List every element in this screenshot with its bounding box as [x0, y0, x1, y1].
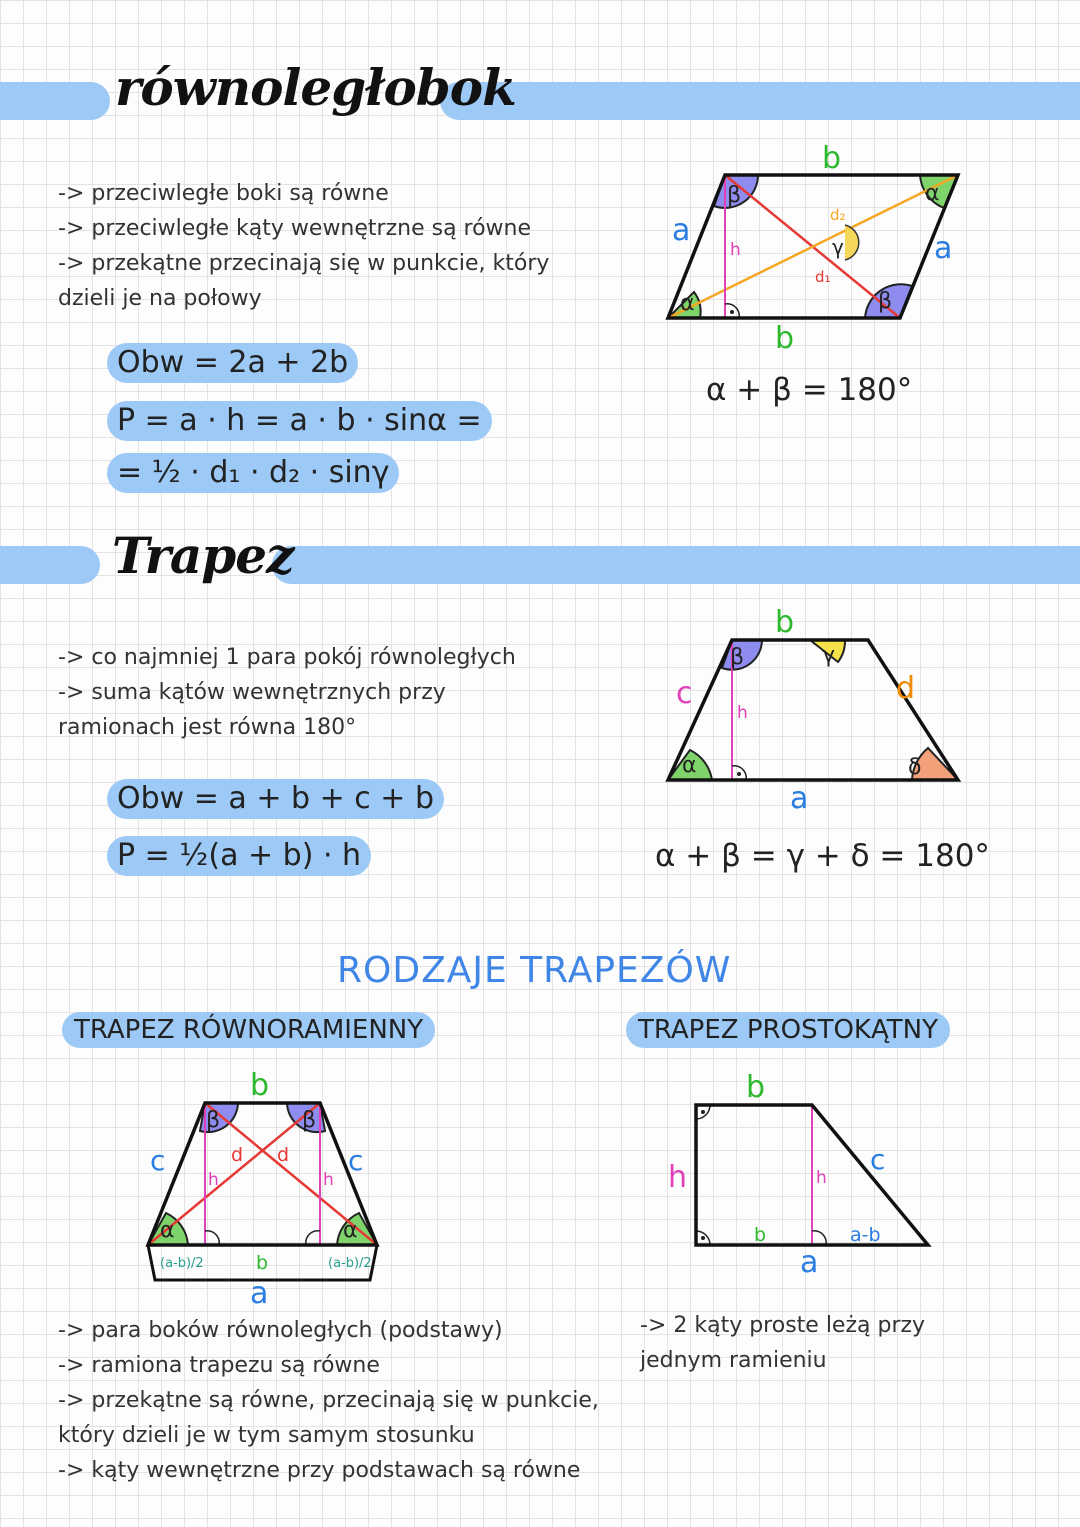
trapezoid-perimeter-formula: Obw = a + b + c + b	[107, 779, 444, 819]
diagonal-d2	[668, 175, 958, 318]
label-c: c	[870, 1143, 886, 1176]
label-gamma: γ	[832, 235, 844, 259]
label-delta: δ	[908, 755, 922, 780]
list-item: -> ramiona trapezu są równe	[58, 1353, 380, 1378]
list-item: -> przekątne są równe, przecinają się w punkcie,	[58, 1388, 599, 1413]
label-a: a	[800, 1245, 819, 1280]
label-d: d	[231, 1144, 244, 1166]
label-half-diff: (a-b)/2	[328, 1256, 372, 1271]
label-h: h	[737, 703, 748, 723]
label-d: d	[896, 671, 916, 706]
parallelogram-angle-sum: α + β = 180°	[706, 372, 913, 408]
parallelogram-diagram	[650, 140, 990, 350]
right-trapezoid-title: TRAPEZ PROSTOKĄTNY	[626, 1012, 950, 1048]
isosceles-trapezoid-title: TRAPEZ RÓWNORAMIENNY	[62, 1012, 435, 1048]
label-c: c	[676, 676, 693, 711]
label-d1: d₁	[815, 268, 831, 286]
label-a-minus-b: a-b	[850, 1224, 881, 1246]
label-a-left: a	[672, 213, 691, 248]
label-a: a	[250, 1276, 269, 1311]
label-alpha: α	[160, 1218, 175, 1243]
label-half-diff: (a-b)/2	[160, 1256, 204, 1271]
label-b: b	[775, 605, 795, 640]
label-h: h	[323, 1170, 334, 1190]
label-d2: d₂	[830, 206, 846, 224]
label-h: h	[208, 1170, 219, 1190]
list-item: -> przekątne przecinają się w punkcie, który	[58, 251, 550, 276]
label-beta: β	[206, 1108, 221, 1133]
label-b-small: b	[754, 1224, 767, 1246]
header-band-right	[272, 546, 1080, 584]
label-alpha: α	[680, 291, 695, 316]
label-b-bottom: b	[256, 1252, 269, 1274]
list-item: dzieli je na połowy	[58, 286, 262, 311]
trapezoid-area-formula: P = ½(a + b) · h	[107, 836, 371, 876]
label-c-right: c	[348, 1144, 364, 1177]
label-beta: β	[727, 183, 742, 208]
label-alpha: α	[343, 1218, 358, 1243]
trapezoid-heading: Trapez	[112, 526, 294, 585]
list-item: -> suma kątów wewnętrznych przy	[58, 680, 446, 705]
trapezoid-properties	[58, 640, 516, 745]
header-band-right	[440, 82, 1080, 120]
parallelogram-area-formula-2: = ½ · d₁ · d₂ · sinγ	[107, 453, 399, 493]
list-item: -> przeciwległe kąty wewnętrzne są równe	[58, 216, 532, 241]
label-a: a	[790, 781, 809, 816]
label-alpha: α	[925, 181, 940, 206]
isosceles-trapezoid-diagram	[130, 1065, 400, 1315]
list-item: który dzieli je w tym samym stosunku	[58, 1423, 475, 1448]
list-item: -> 2 kąty proste leżą przy	[640, 1313, 926, 1338]
label-a-right: a	[934, 231, 953, 266]
header-band-left	[0, 546, 100, 584]
parallelogram-heading: równoległobok	[115, 58, 516, 117]
right-trapezoid-properties	[640, 1308, 925, 1378]
label-h: h	[730, 240, 741, 260]
parallelogram-properties	[58, 176, 549, 316]
parallelogram-area-formula-1: P = a · h = a · b · sinα =	[107, 401, 492, 441]
list-item: jednym ramieniu	[640, 1348, 827, 1373]
list-item: -> przeciwległe boki są równe	[58, 181, 389, 206]
trapezoid-diagram	[650, 600, 980, 820]
label-gamma: γ	[822, 643, 836, 668]
label-h: h	[668, 1160, 688, 1195]
parallelogram-perimeter-formula: Obw = 2a + 2b	[107, 343, 358, 383]
label-b: b	[250, 1068, 270, 1103]
label-b-bottom: b	[775, 321, 795, 350]
label-beta: β	[878, 289, 893, 314]
list-item: ramionach jest równa 180°	[58, 715, 357, 740]
label-c-left: c	[150, 1144, 166, 1177]
label-d: d	[277, 1144, 290, 1166]
label-alpha: α	[682, 753, 697, 778]
label-beta: β	[302, 1108, 317, 1133]
header-band-left	[0, 82, 110, 120]
list-item: -> kąty wewnętrzne przy podstawach są równe	[58, 1458, 581, 1483]
trapezoid-angle-sum: α + β = γ + δ = 180°	[655, 838, 990, 874]
label-beta: β	[730, 645, 745, 670]
label-b: b	[746, 1070, 766, 1105]
list-item: -> co najmniej 1 para pokój równoległych	[58, 645, 516, 670]
isosceles-trapezoid-properties	[58, 1313, 599, 1488]
types-title: RODZAJE TRAPEZÓW	[337, 950, 732, 991]
right-trapezoid-diagram	[660, 1065, 950, 1285]
label-h: h	[816, 1168, 827, 1188]
label-b-top: b	[822, 141, 842, 176]
list-item: -> para boków równoległych (podstawy)	[58, 1318, 503, 1343]
